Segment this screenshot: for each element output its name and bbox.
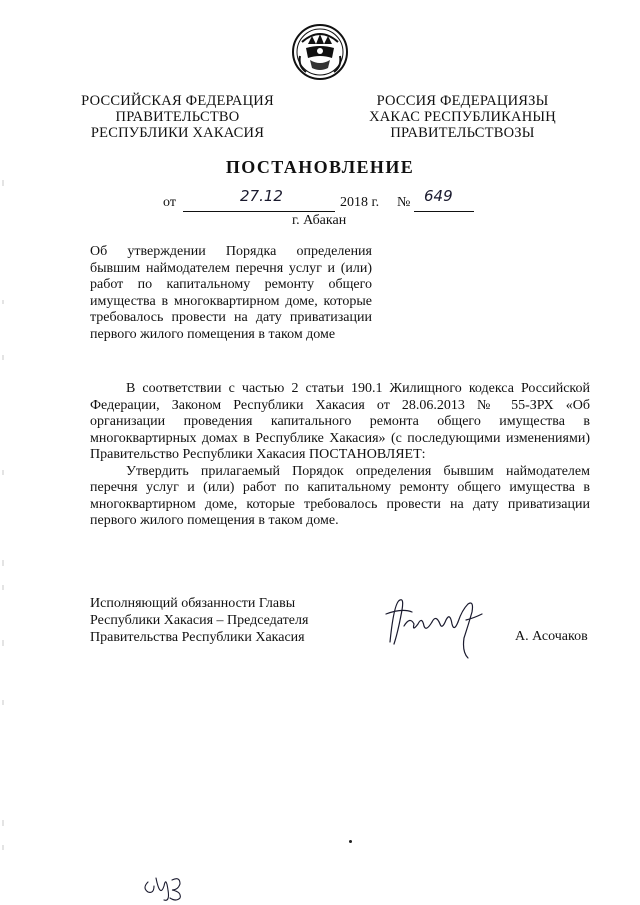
- body-paragraph-2: Утвердить прилагаемый Порядок определения бывшим наймодателем перечня услуг и (или) работ по капитальному ремонту общего имущества в многоквартирном доме, которые требовалось провести на дату приватизации первого жилого помещения в таком доме.: [90, 463, 590, 528]
- handwritten-signature: [382, 592, 492, 662]
- number-handwritten: 649: [424, 187, 453, 205]
- subject-text: Об утверждении Порядка определения бывшим наймодателем перечня услуг и (или) работ по капитальному ремонту общего имущества в многоквартирном доме, которые требовалось провести на дату приватизации первого жилого помещения в таком доме: [90, 244, 372, 342]
- number-sign: №: [397, 195, 411, 210]
- header-right-line-2: ХАКАС РЕСПУБЛИКАНЫҢ: [369, 109, 556, 125]
- handwritten-initials: [140, 868, 190, 903]
- header-right-line-1: РОССИЯ ФЕДЕРАЦИЯЗЫ: [376, 93, 549, 109]
- coat-of-arms-icon: [290, 22, 350, 82]
- scan-edge-marks: [0, 0, 8, 905]
- header-right-line-3: ПРАВИТЕЛЬСТВОЗЫ: [390, 125, 535, 141]
- signatory-position: [90, 595, 308, 646]
- city: г. Абакан: [292, 213, 347, 228]
- subject: [90, 244, 372, 343]
- year-suffix: 2018 г.: [340, 195, 380, 210]
- body-paragraph-1: В соответствии с частью 2 статьи 190.1 Жилищного кодекса Российской Федерации, Законом Республики Хакасия от 28.06.2013 № 55-ЗРХ «Об организации проведения капитального ремонта общего имущества в многоквартирных домах в Республике Хакасия» (с последующими изменениями) Правительство Республики Хакасия ПОСТАНОВЛЯЕТ:: [90, 381, 590, 462]
- body-text: [90, 381, 590, 530]
- document-title: ПОСТАНОВЛЕНИЕ: [225, 157, 415, 177]
- header-left-line-3: РЕСПУБЛИКИ ХАКАСИЯ: [90, 125, 265, 141]
- date-handwritten: 27.12: [240, 187, 283, 205]
- header-left: [80, 93, 275, 141]
- signatory-position-line-2: Республики Хакасия – Председателя: [90, 613, 309, 628]
- scan-dot: [349, 840, 352, 843]
- signatory-position-line-1: Исполняющий обязанности Главы: [90, 596, 296, 611]
- date-prefix: от: [163, 195, 176, 210]
- signatory-position-line-3: Правительства Республики Хакасия: [90, 630, 305, 645]
- signatory-name: А. Асочаков: [515, 629, 588, 644]
- header-left-line-2: ПРАВИТЕЛЬСТВО: [115, 109, 240, 125]
- header-left-line-1: РОССИЙСКАЯ ФЕДЕРАЦИЯ: [81, 93, 274, 109]
- header-right: [365, 93, 560, 141]
